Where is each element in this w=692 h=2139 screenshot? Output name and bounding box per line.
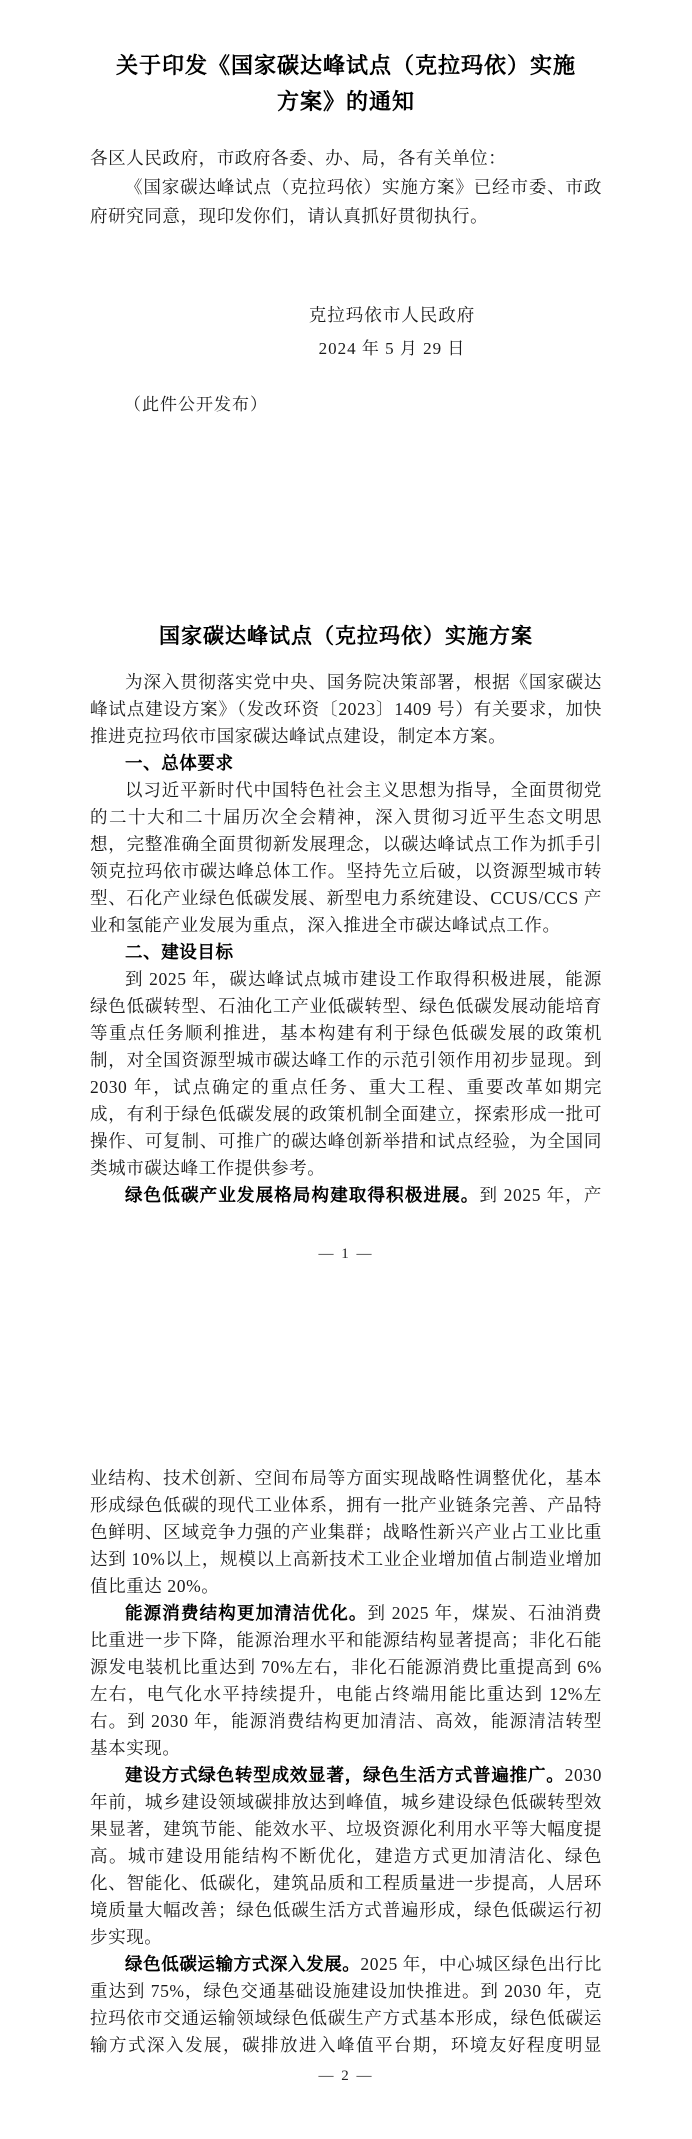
paragraph-construction <box>90 1762 602 1951</box>
signature-block <box>272 301 512 368</box>
publish-note: （此件公开发布） <box>124 395 268 414</box>
paragraph-construction-text: 2030 年前，城乡建设领域碳排放达到峰值，城乡建设绿色低碳转型效果显著，建筑节能、能效水平、垃圾资源化利用水平等大幅度提高。城市建设用能结构不断优化，建造方式更加清洁化、绿色化、智能化、低碳化，建筑品质和工程质量进一步提高，人居环境质量大幅改善；绿色低碳生活方式普遍形成，绿色低碳运行初步实现。 <box>90 1765 602 1947</box>
notice-title-line-2: 方案》的通知 <box>276 89 415 114</box>
document-page-2 <box>0 1360 692 2059</box>
notice-title-line-1: 关于印发《国家碳达峰试点（克拉玛依）实施 <box>115 53 576 78</box>
page-number-1: — 1 — <box>318 1246 374 1262</box>
page-number-2: — 2 — <box>318 2068 374 2084</box>
notice-body: 《国家碳达峰试点（克拉玛依）实施方案》已经市委、市政府研究同意，现印发你们，请认真抓好贯彻执行。 <box>90 177 602 226</box>
paragraph-transport-text: 2025 年，中心城区绿色出行比重达到 75%，绿色交通基础设施建设加快推进。到 2030 年，克拉玛依市交通运输领域绿色低碳生产方式基本形成，绿色低碳运输方式深入发展，碳排放进入峰值平台期，环境友好程度明显 <box>90 1954 602 2055</box>
paragraph-energy-text: 到 2025 年，煤炭、石油消费比重进一步下降，能源治理水平和能源结构显著提高；非化石能源发电装机比重达到 70%左右，非化石能源消费比重提高到 6%左右，电气化水平持续提升，电能占终端用能比重达到 12%左右。到 2030 年，能源消费结构更加清洁、高效，能源清洁转型基本实现。 <box>90 1603 602 1758</box>
paragraph-transport-lead: 绿色低碳运输方式深入发展。 <box>125 1954 361 1974</box>
paragraph-construction-lead: 建设方式绿色转型成效显著，绿色生活方式普遍推广。 <box>125 1765 565 1785</box>
section-heading-2: 二、建设目标 <box>125 942 234 962</box>
section-heading-1: 一、总体要求 <box>125 753 234 773</box>
paragraph-industry-continued: 业结构、技术创新、空间布局等方面实现战略性调整优化，基本形成绿色低碳的现代工业体系，拥有一批产业链条完善、产品特色鲜明、区域竞争力强的产业集群；战略性新兴产业占工业比重达到 10%以上，规模以上高新技术工业企业增加值占制造业增加值比重达 20%。 <box>90 1468 602 1596</box>
salutation: 各区人民政府，市政府各委、办、局，各有关单位： <box>90 148 507 168</box>
plan-title: 国家碳达峰试点（克拉玛依）实施方案 <box>159 624 533 648</box>
signature-issuer: 克拉玛依市人民政府 <box>308 305 476 325</box>
paragraph-transport <box>90 1951 602 2059</box>
notice-title <box>90 0 602 120</box>
paragraph-energy <box>90 1600 602 1762</box>
paragraph-goals: 到 2025 年，碳达峰试点城市建设工作取得积极进展，能源绿色低碳转型、石油化工产业低碳转型、绿色低碳发展动能培育等重点任务顺利推进，基本构建有利于绿色低碳发展的政策机制，对全国资源型城市碳达峰工作的示范引领作用初步显现。到 2030 年，试点确定的重点任务、重大工程、重要改革如期完成，有利于绿色低碳发展的政策机制全面建立，探索形成一批可操作、可复制、可推广的碳达峰创新举措和试点经验，为全国同类城市碳达峰工作提供参考。 <box>90 969 602 1178</box>
paragraph-energy-lead: 能源消费结构更加清洁优化。 <box>125 1603 368 1623</box>
paragraph-industry-lead: 绿色低碳产业发展格局构建取得积极进展。 <box>125 1185 480 1205</box>
paragraph-industry-start <box>90 1182 602 1209</box>
signature-date: 2024 年 5 月 29 日 <box>318 339 466 358</box>
paragraph-industry-text: 到 2025 年，产 <box>479 1185 602 1205</box>
paragraph-general-requirements: 以习近平新时代中国特色社会主义思想为指导，全面贯彻党的二十大和二十届历次全会精神，深入贯彻习近平生态文明思想，完整准确全面贯彻新发展理念，以碳达峰试点工作为抓手引领克拉玛依市碳达峰总体工作。坚持先立后破，以资源型城市转型、石化产业绿色低碳发展、新型电力系统建设、CCUS/CCS 产业和氢能产业发展为重点，深入推进全市碳达峰试点工作。 <box>90 780 602 935</box>
paragraph-intro: 为深入贯彻落实党中央、国务院决策部署，根据《国家碳达峰试点建设方案》（发改环资〔2023〕1409 号）有关要求，加快推进克拉玛依市国家碳达峰试点建设，制定本方案。 <box>90 672 602 746</box>
